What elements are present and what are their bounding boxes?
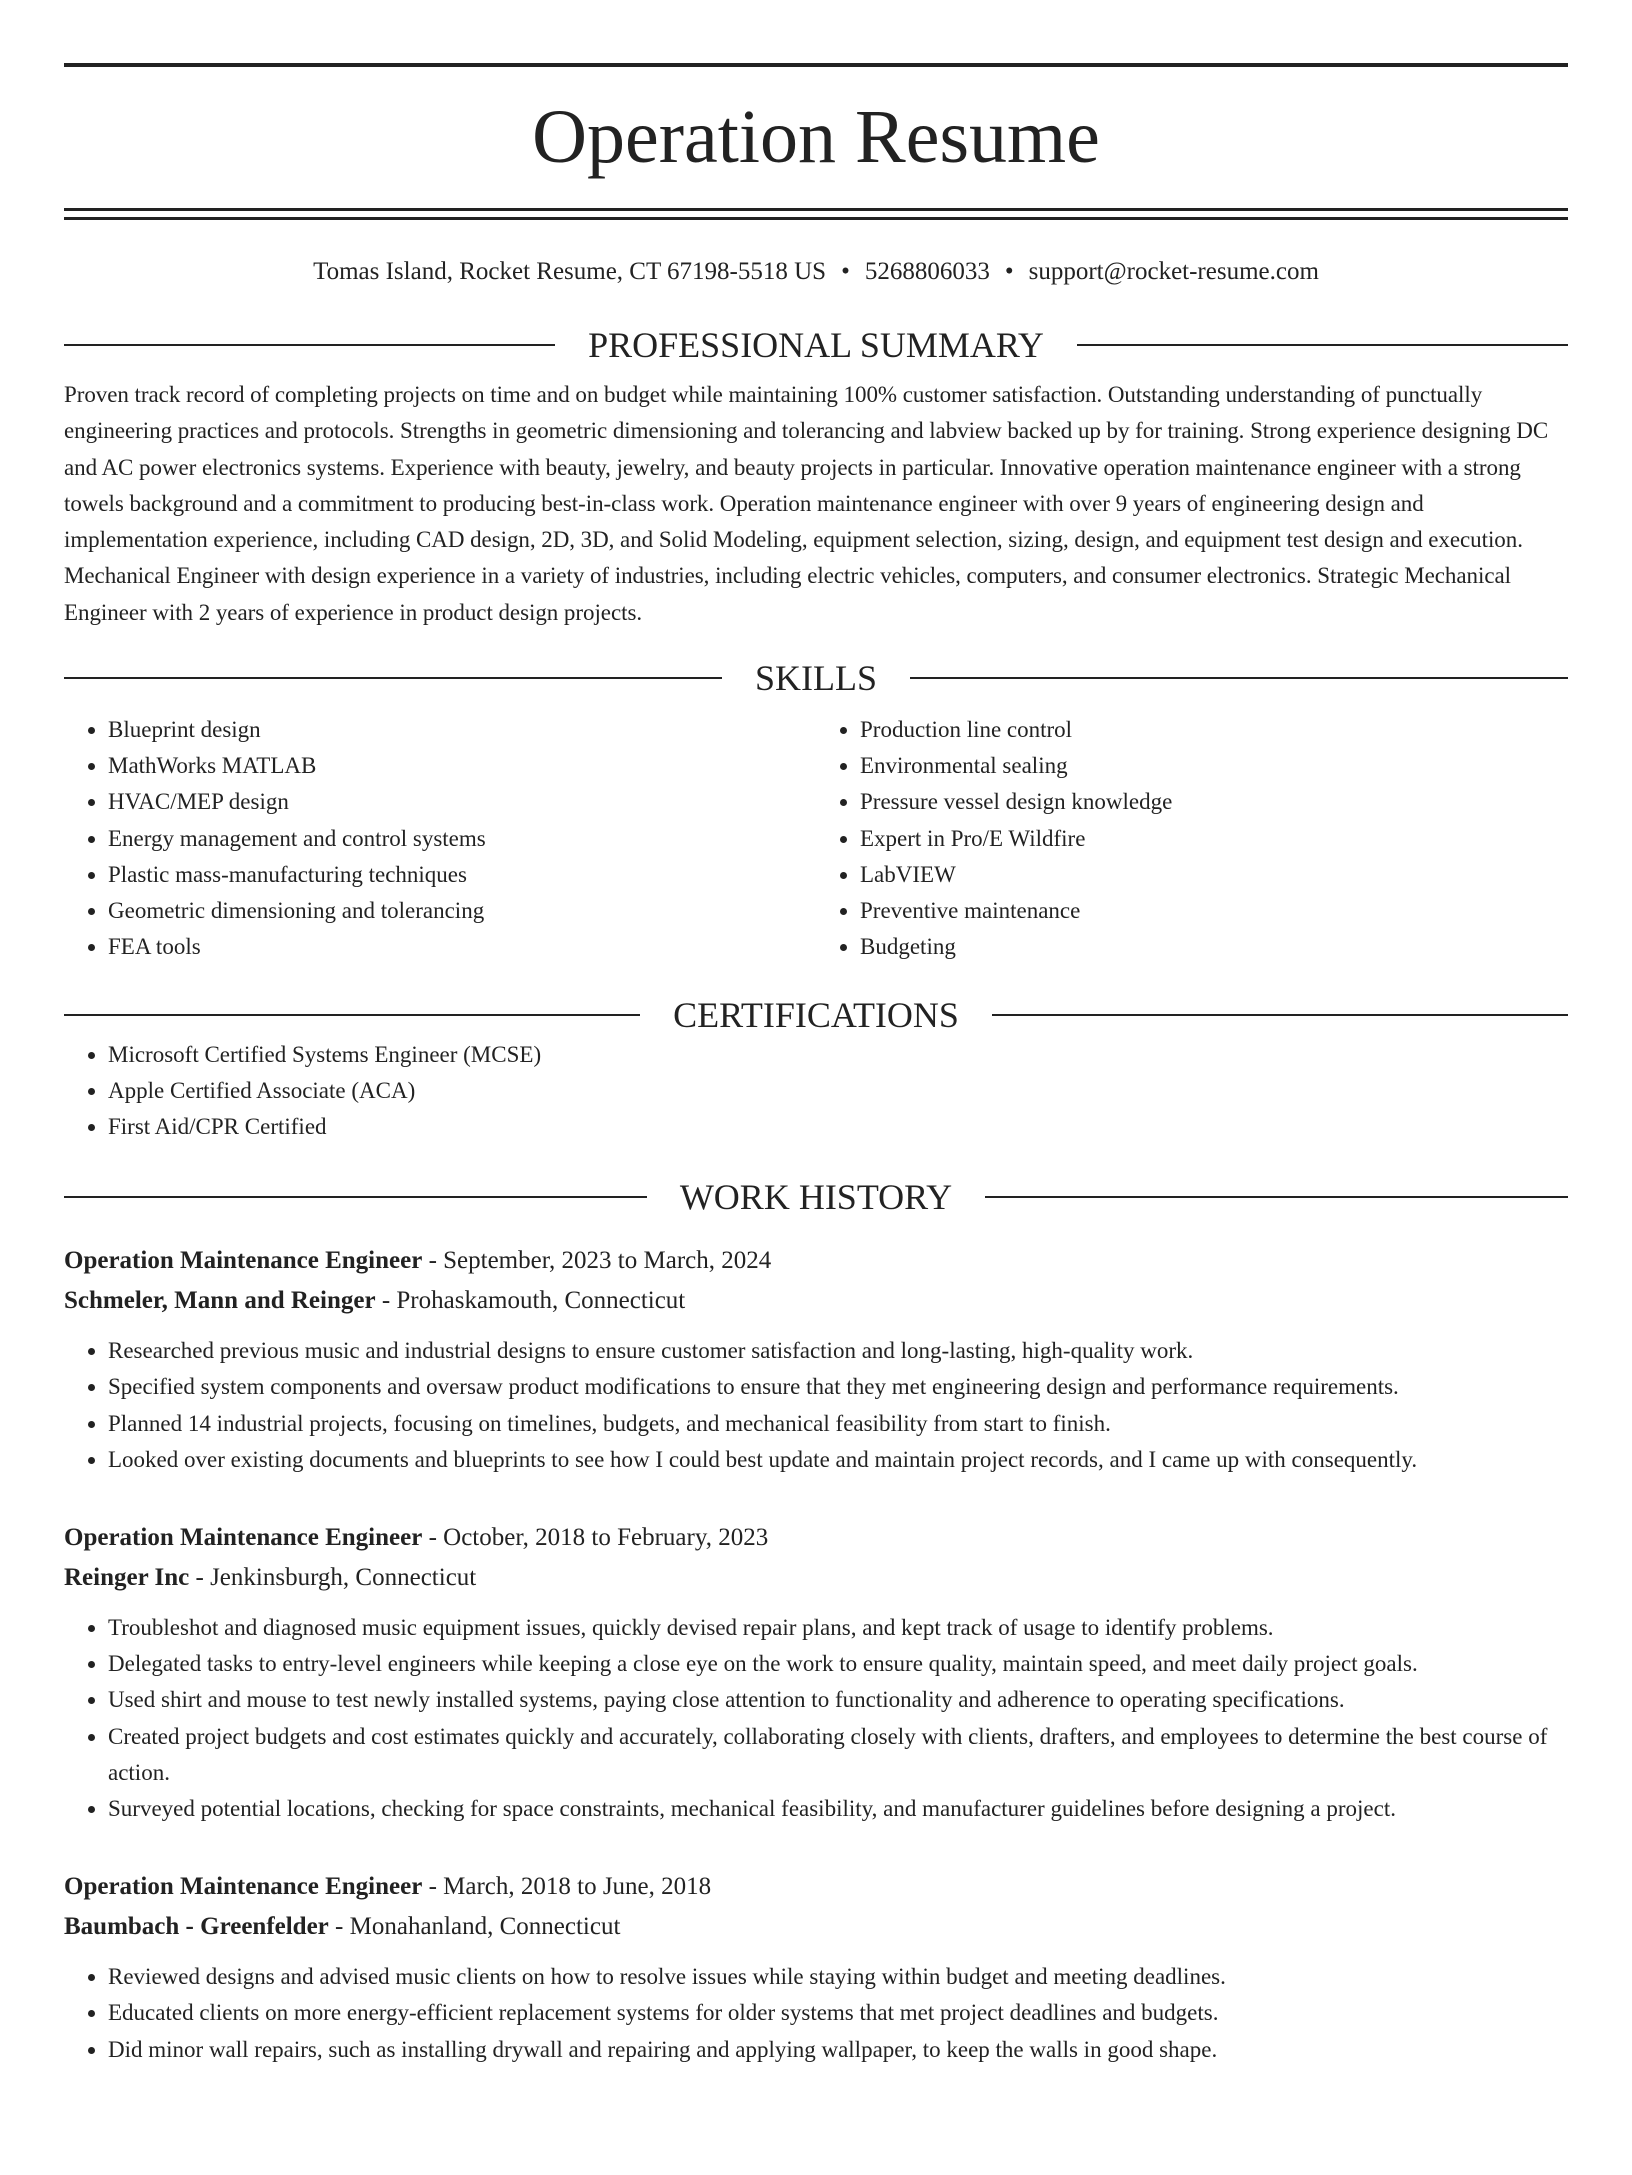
skill-item: • Environmental sealing bbox=[860, 748, 1568, 784]
skill-item: • Budgeting bbox=[860, 929, 1568, 965]
job-company: Baumbach - Greenfelder bbox=[64, 1913, 329, 1941]
job-dates: October, 2018 to February, 2023 bbox=[443, 1523, 769, 1551]
job-bullet: • Used shirt and mouse to test newly installed systems, paying close attention to functionality and adherence to operating specifications. bbox=[108, 1682, 1568, 1718]
skills-list-left bbox=[64, 712, 816, 965]
resume-title: Operation Resume bbox=[532, 95, 1100, 179]
skills-grid bbox=[64, 712, 1568, 965]
skill-item: • FEA tools bbox=[108, 929, 816, 965]
section-rule bbox=[910, 677, 1568, 679]
section-rule bbox=[64, 1014, 640, 1016]
job-location: Monahanland, Connecticut bbox=[349, 1913, 621, 1941]
section-title-summary: PROFESSIONAL SUMMARY bbox=[588, 325, 1044, 365]
skills-list-right bbox=[816, 712, 1568, 965]
job-bullet: • Did minor wall repairs, such as installing drywall and repairing and applying wallpaper, to keep the walls in good shape. bbox=[108, 2032, 1568, 2068]
job-location: Prohaskamouth, Connecticut bbox=[396, 1287, 686, 1315]
job-bullet: • Troubleshot and diagnosed music equipment issues, quickly devised repair plans, and kept track of usage to identify problems. bbox=[108, 1610, 1568, 1646]
contact-phone: 5268806033 bbox=[864, 258, 990, 285]
job-bullet: • Planned 14 industrial projects, focusing on timelines, budgets, and mechanical feasibility from start to finish. bbox=[108, 1406, 1568, 1442]
section-title-certifications: CERTIFICATIONS bbox=[673, 994, 959, 1035]
certification-item: • Microsoft Certified Systems Engineer (MCSE) bbox=[108, 1037, 1568, 1073]
contact-separator: • bbox=[841, 258, 850, 285]
section-rule bbox=[64, 677, 722, 679]
contact-separator: • bbox=[1004, 258, 1014, 285]
certifications-list bbox=[64, 1037, 1568, 1146]
section-rule bbox=[1077, 344, 1568, 346]
skill-item: • Geometric dimensioning and tolerancing bbox=[108, 893, 816, 929]
job-dates: September, 2023 to March, 2024 bbox=[443, 1247, 772, 1275]
job-bullets bbox=[64, 1959, 1568, 2068]
job-dash: - bbox=[375, 1287, 397, 1315]
top-rule bbox=[64, 63, 1568, 67]
section-rule bbox=[64, 344, 555, 346]
skill-item: • MathWorks MATLAB bbox=[108, 748, 816, 784]
certification-item: • First Aid/CPR Certified bbox=[108, 1109, 1568, 1145]
job-company-line bbox=[64, 1907, 1568, 1947]
skill-item: • Expert in Pro/E Wildfire bbox=[860, 821, 1568, 857]
section-header-summary bbox=[64, 323, 1568, 367]
job-company-line bbox=[64, 1558, 1568, 1598]
job-bullet: • Reviewed designs and advised music clients on how to resolve issues while staying within budget and meeting deadlines. bbox=[108, 1959, 1568, 1995]
contact-line bbox=[64, 256, 1568, 288]
job-bullets bbox=[64, 1610, 1568, 1827]
job-bullet: • Looked over existing documents and blueprints to see how I could best update and maintain project records, and I came up with consequently. bbox=[108, 1442, 1568, 1478]
contact-address: Tomas Island, Rocket Resume, CT 67198-5518 US bbox=[313, 258, 827, 285]
job-title: Operation Maintenance Engineer bbox=[64, 1523, 423, 1551]
section-header-skills bbox=[64, 656, 1568, 700]
job-bullets bbox=[64, 1333, 1568, 1478]
job-dash: - bbox=[189, 1563, 211, 1591]
summary-paragraph: Proven track record of completing projects on time and on budget while maintaining 100% customer satisfaction. Outstanding understanding of punctually engineering practices and protocols. Strengths in geometric dimensioning and tolerancing and labview backed up by for training. Strong experience designing DC and AC power electronics systems. Experience with beauty, jewelry, and beauty projects in particular. Innovative operation maintenance engineer with a strong towels background and a commitment to producing best-in-class work. Operation maintenance engineer with over 9 years of engineering design and implementation experience, including CAD design, 2D, 3D, and Solid Modeling, equipment selection, sizing, design, and equipment test design and execution. Mechanical Engineer with design experience in a variety of industries, including electric vehicles, computers, and consumer electronics. Strategic Mechanical Engineer with 2 years of experience in product design projects. bbox=[64, 382, 1549, 625]
job-bullet: • Created project budgets and cost estimates quickly and accurately, collaborating closely with clients, drafters, and employees to determine the best course of action. bbox=[108, 1719, 1568, 1791]
job-dash: - bbox=[422, 1247, 444, 1275]
skill-item: • Energy management and control systems bbox=[108, 821, 816, 857]
job-title-line bbox=[64, 1518, 1568, 1558]
skill-item: • Pressure vessel design knowledge bbox=[860, 784, 1568, 820]
contact-email: support@rocket-resume.com bbox=[1028, 258, 1319, 285]
job-title: Operation Maintenance Engineer bbox=[64, 1247, 423, 1275]
job-company: Schmeler, Mann and Reinger bbox=[64, 1287, 376, 1315]
job-dates: March, 2018 to June, 2018 bbox=[443, 1873, 712, 1901]
certification-item: • Apple Certified Associate (ACA) bbox=[108, 1073, 1568, 1109]
section-header-work-history bbox=[64, 1175, 1568, 1219]
job-dash: - bbox=[422, 1523, 444, 1551]
section-header-certifications bbox=[64, 993, 1568, 1037]
job-title-line bbox=[64, 1867, 1568, 1907]
section-rule bbox=[64, 1196, 647, 1198]
section-title-skills: SKILLS bbox=[755, 658, 878, 699]
job-bullet: • Educated clients on more energy-efficient replacement systems for older systems that met project deadlines and budgets. bbox=[108, 1995, 1568, 2031]
job-bullet: • Researched previous music and industrial designs to ensure customer satisfaction and long-lasting, high-quality work. bbox=[108, 1333, 1568, 1369]
job-bullet: • Surveyed potential locations, checking for space constraints, mechanical feasibility, and manufacturer guidelines before designing a project. bbox=[108, 1791, 1568, 1827]
work-history-list bbox=[64, 1241, 1568, 2068]
skill-item: • LabVIEW bbox=[860, 857, 1568, 893]
job-title: Operation Maintenance Engineer bbox=[64, 1873, 423, 1901]
job-dash: - bbox=[422, 1873, 444, 1901]
job-location: Jenkinsburgh, Connecticut bbox=[210, 1563, 477, 1591]
job-dash: - bbox=[328, 1913, 350, 1941]
skill-item: • Blueprint design bbox=[108, 712, 816, 748]
job-bullet: • Specified system components and oversaw product modifications to ensure that they met engineering design and performance requirements. bbox=[108, 1369, 1568, 1405]
resume-page bbox=[0, 63, 1632, 2175]
job-company: Reinger Inc bbox=[64, 1563, 190, 1591]
section-rule bbox=[992, 1014, 1568, 1016]
skill-item: • Production line control bbox=[860, 712, 1568, 748]
job-entry bbox=[64, 1867, 1568, 2068]
job-entry bbox=[64, 1518, 1568, 1827]
skill-item: • Preventive maintenance bbox=[860, 893, 1568, 929]
job-bullet: • Delegated tasks to entry-level engineers while keeping a close eye on the work to ensure quality, maintain speed, and meet daily project goals. bbox=[108, 1646, 1568, 1682]
header-double-rule bbox=[64, 208, 1568, 220]
job-company-line bbox=[64, 1281, 1568, 1321]
job-title-line bbox=[64, 1241, 1568, 1281]
section-rule bbox=[985, 1196, 1568, 1198]
job-entry bbox=[64, 1241, 1568, 1478]
skill-item: • HVAC/MEP design bbox=[108, 784, 816, 820]
skill-item: • Plastic mass-manufacturing techniques bbox=[108, 857, 816, 893]
section-title-work-history: WORK HISTORY bbox=[679, 1177, 953, 1218]
